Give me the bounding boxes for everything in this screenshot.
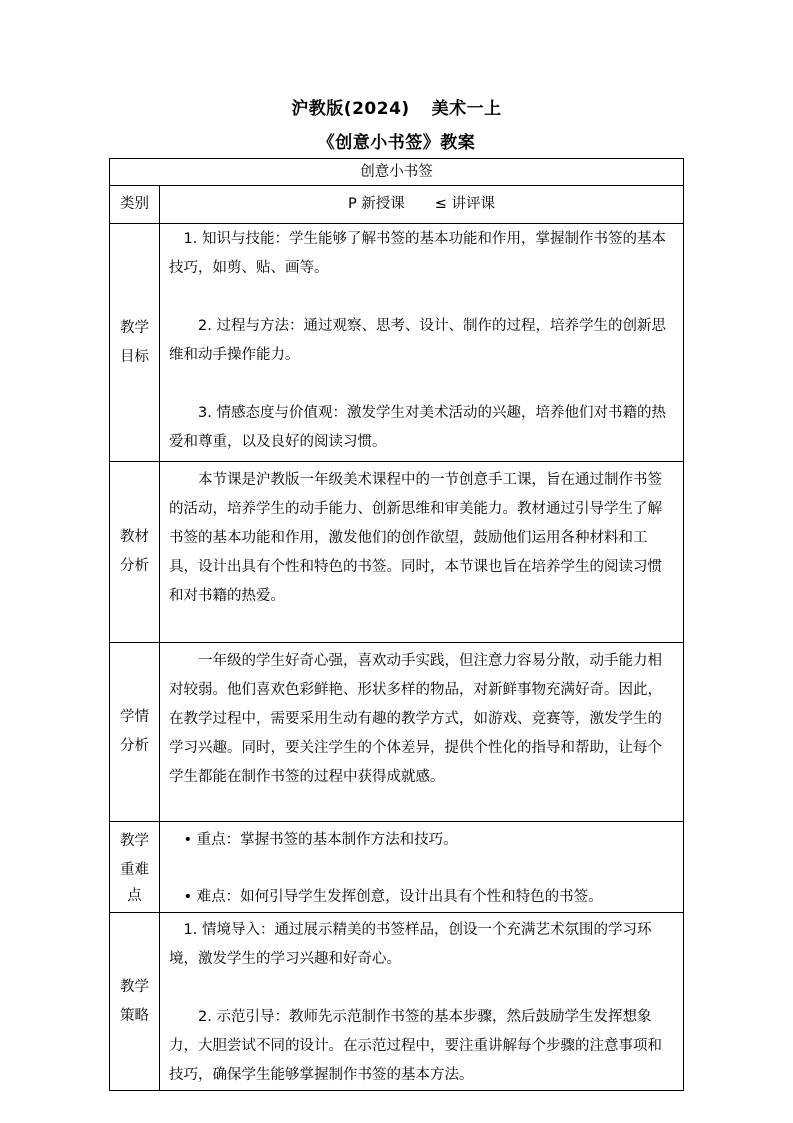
category-options	[160, 186, 684, 224]
keypoints-content	[160, 822, 684, 913]
strategy-demonstration: 2. 示范引导：教师先示范制作书签的基本步骤，然后鼓励学生发挥想象力，大胆尝试不同的设计。在示范过程中，要注重讲解每个步骤的注意事项和技巧，确保学生能够掌握制作书签的基本方法。	[169, 1009, 662, 1083]
new-lesson-option: P 新授课	[347, 196, 405, 212]
objective-knowledge: 1. 知识与技能：学生能够了解书签的基本功能和作用，掌握制作书签的基本技巧，如剪、贴、画等。	[169, 231, 666, 276]
table-header-row	[110, 159, 684, 186]
objective-attitude: 3. 情感态度与价值观：激发学生对美术活动的兴趣，培养他们对书籍的热爱和尊重，以及良好的阅读习惯。	[169, 405, 666, 450]
key-point: • 重点：掌握书签的基本制作方法和技巧。	[183, 832, 458, 848]
students-label	[110, 643, 160, 822]
material-label-line2: 分析	[120, 558, 149, 574]
keypoints-label-line3: 点	[127, 888, 142, 904]
review-lesson-option: ≤ 讲评课	[434, 196, 496, 212]
keypoints-row	[110, 822, 684, 913]
objective-process: 2. 过程与方法：通过观察、思考、设计、制作的过程，培养学生的创新思维和动手操作能力。	[169, 318, 666, 363]
material-text: 本节课是沪教版一年级美术课程中的一节创意手工课，旨在通过制作书签的活动，培养学生的动手能力、创新思维和审美能力。教材通过引导学生了解书签的基本功能和作用，激发他们的创作欲望，鼓励他们运用各种材料和工具，设计出具有个性和特色的书签。同时，本节课也旨在培养学生的阅读习惯和对书籍的热爱。	[169, 472, 662, 604]
strategy-label	[110, 913, 160, 1091]
objectives-label-line2: 目标	[120, 348, 149, 365]
table-header: 创意小书签	[110, 159, 684, 186]
students-label-line1: 学情	[120, 709, 149, 725]
students-content	[160, 643, 684, 822]
keypoints-label-line2: 重难	[120, 862, 149, 878]
strategy-label-line2: 策略	[120, 1007, 149, 1024]
students-text: 一年级的学生好奇心强，喜欢动手实践，但注意力容易分散，动手能力相对较弱。他们喜欢色彩鲜艳、形状多样的物品，对新鲜事物充满好奇。因此，在教学过程中，需要采用生动有趣的教学方式，如游戏、竞赛等，激发学生的学习兴趣。同时，要关注学生的个体差异，提供个性化的指导和帮助，让每个学生都能在制作书签的过程中获得成就感。	[169, 653, 662, 785]
subject-grade: 美术一上	[431, 99, 502, 119]
material-content	[160, 462, 684, 643]
objectives-content	[160, 224, 684, 462]
keypoints-label-line1: 教学	[120, 833, 149, 849]
strategy-content	[160, 913, 684, 1091]
strategy-label-line1: 教学	[120, 978, 149, 995]
objectives-row	[110, 224, 684, 462]
document-title-line1	[0, 94, 793, 119]
material-label-line1: 教材	[120, 529, 149, 545]
objectives-label	[110, 224, 160, 462]
strategy-row	[110, 913, 684, 1091]
lesson-plan-table	[109, 158, 684, 1091]
material-row	[110, 462, 684, 643]
students-row	[110, 643, 684, 822]
difficult-point: • 难点：如何引导学生发挥创意，设计出具有个性和特色的书签。	[183, 889, 603, 905]
material-label	[110, 462, 160, 643]
publisher-edition: 沪教版(2024)	[291, 99, 410, 119]
students-label-line2: 分析	[120, 738, 149, 754]
keypoints-label	[110, 822, 160, 913]
strategy-situation: 1. 情境导入：通过展示精美的书签样品，创设一个充满艺术氛围的学习环境，激发学生的学习兴趣和好奇心。	[169, 922, 652, 967]
document-title-line2: 《创意小书签》教案	[317, 133, 476, 153]
objectives-label-line1: 教学	[120, 319, 149, 336]
category-label: 类别	[110, 186, 160, 224]
category-row	[110, 186, 684, 224]
